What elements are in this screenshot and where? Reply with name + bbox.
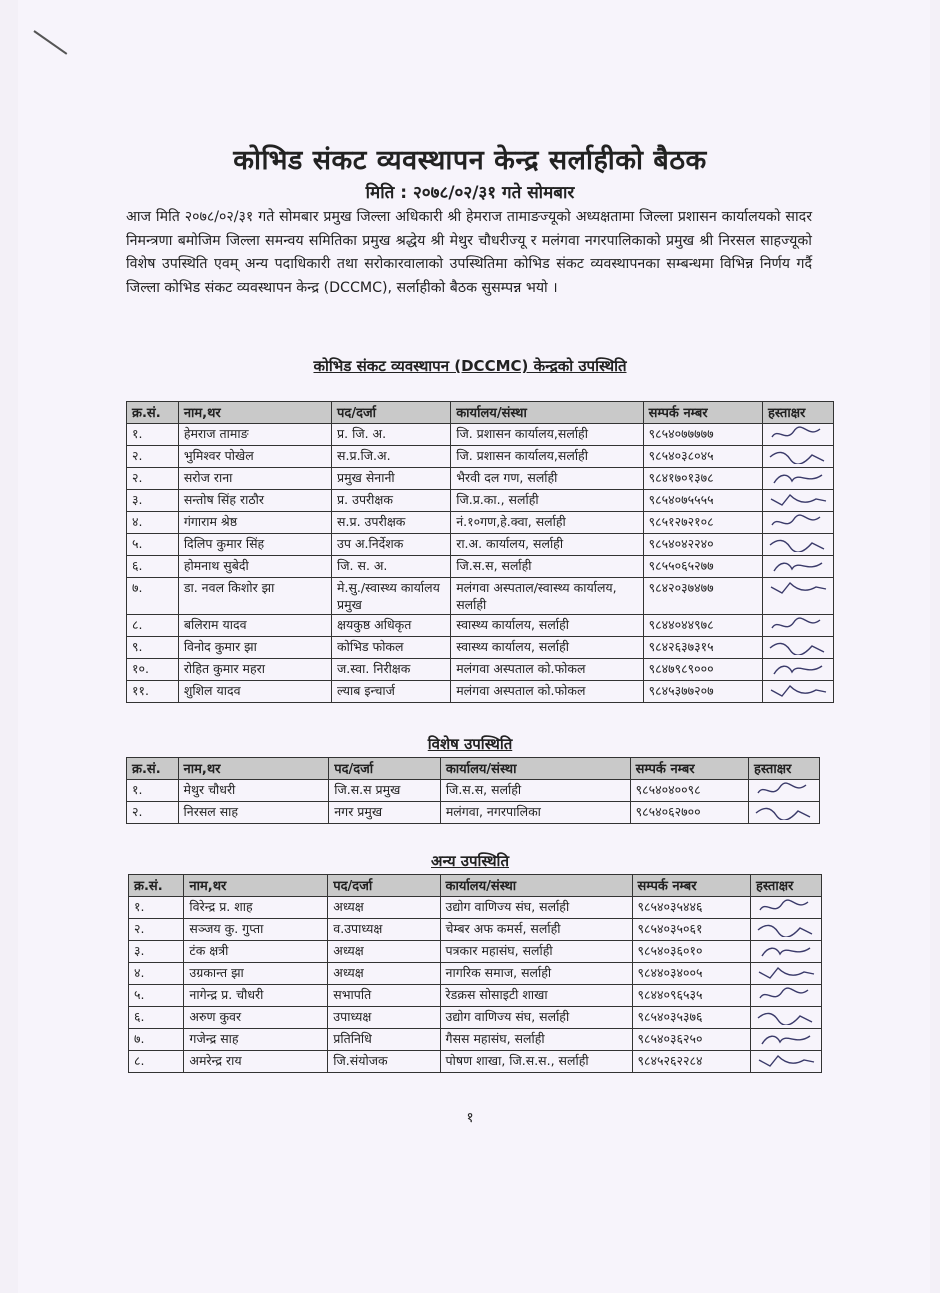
attendance-table-other — [128, 874, 822, 1073]
cell-name: हेमराज तामाङ — [178, 424, 331, 446]
signature-mark — [768, 535, 828, 552]
table-row — [127, 534, 834, 556]
cell-name: शुशिल यादव — [178, 681, 331, 703]
cell-signature — [750, 1007, 821, 1029]
cell-phone: ९८४२६३७३१५ — [643, 637, 762, 659]
signature-mark — [768, 469, 828, 486]
cell-signature — [762, 512, 833, 534]
cell-sn: २. — [127, 446, 179, 468]
signature-mark — [768, 513, 828, 530]
table-row — [127, 424, 834, 446]
cell-phone: ९८५४०३६०१० — [632, 941, 750, 963]
cell-post: प्रतिनिधि — [328, 1029, 440, 1051]
table-header-row — [129, 875, 822, 897]
cell-phone: ९८५१२७२१०८ — [643, 512, 762, 534]
column-header: हस्ताक्षर — [762, 402, 833, 424]
cell-signature — [762, 490, 833, 512]
cell-sn: ६. — [129, 1007, 184, 1029]
column-header: सम्पर्क नम्बर — [643, 402, 762, 424]
column-header: हस्ताक्षर — [750, 875, 821, 897]
cell-office: स्वास्थ्य कार्यालय, सर्लाही — [451, 615, 643, 637]
cell-office: जि. प्रशासन कार्यालय,सर्लाही — [451, 424, 643, 446]
cell-name: अरुण कुवर — [184, 1007, 328, 1029]
table-row — [127, 578, 834, 615]
cell-post: मे.सु./स्वास्थ्य कार्यालय प्रमुख — [332, 578, 451, 615]
cell-signature — [762, 446, 833, 468]
cell-sn: ६. — [127, 556, 179, 578]
signature-mark — [756, 920, 816, 937]
column-header: कार्यालय/संस्था — [451, 402, 643, 424]
cell-post: ल्याब इन्चार्ज — [332, 681, 451, 703]
cell-name: विरेन्द्र प्र. शाह — [184, 897, 328, 919]
table-header-row — [127, 402, 834, 424]
meeting-date: मिति : २०७८/०२/३१ गते सोमबार — [365, 183, 575, 203]
table-row — [127, 468, 834, 490]
signature-mark — [756, 964, 816, 981]
column-header: हस्ताक्षर — [748, 758, 819, 780]
cell-signature — [762, 681, 833, 703]
table-row — [127, 681, 834, 703]
cell-signature — [762, 659, 833, 681]
column-header: क्र.सं. — [127, 758, 179, 780]
table-row — [129, 1007, 822, 1029]
signature-mark — [768, 660, 828, 677]
cell-sn: १. — [127, 780, 179, 802]
column-header: कार्यालय/संस्था — [440, 875, 632, 897]
signature-mark — [768, 638, 828, 655]
cell-sn: ९. — [127, 637, 179, 659]
table-row — [127, 659, 834, 681]
cell-phone: ९८५४०३६२५० — [632, 1029, 750, 1051]
cell-name: अमरेन्द्र राय — [184, 1051, 328, 1073]
table-row — [127, 490, 834, 512]
signature-mark — [756, 898, 816, 915]
column-header: क्र.सं. — [129, 875, 184, 897]
column-header: सम्पर्क नम्बर — [632, 875, 750, 897]
cell-phone: ९८४५३७७२०७ — [643, 681, 762, 703]
signature-mark — [768, 579, 828, 596]
cell-post: जि.संयोजक — [328, 1051, 440, 1073]
table-row — [129, 941, 822, 963]
section-title-special: विशेष उपस्थिति — [427, 735, 513, 753]
cell-sn: ८. — [127, 615, 179, 637]
table-row — [129, 963, 822, 985]
cell-phone: ९८५४०३५४४६ — [632, 897, 750, 919]
cell-name: निरसल साह — [178, 802, 329, 824]
cell-name: नागेन्द्र प्र. चौधरी — [184, 985, 328, 1007]
cell-name: टंक क्षत्री — [184, 941, 328, 963]
cell-office: मलंगवा अस्पताल को.फोकल — [451, 681, 643, 703]
cell-sn: ५. — [129, 985, 184, 1007]
cell-signature — [762, 534, 833, 556]
cell-name: बलिराम यादव — [178, 615, 331, 637]
cell-phone: ९८५४०७७७७७ — [643, 424, 762, 446]
cell-post: नगर प्रमुख — [329, 802, 441, 824]
cell-name: होमनाथ सुबेदी — [178, 556, 331, 578]
column-header: कार्यालय/संस्था — [440, 758, 630, 780]
table-row — [129, 897, 822, 919]
cell-phone: ९८५४०३८०४५ — [643, 446, 762, 468]
cell-office: मलंगवा अस्पताल को.फोकल — [451, 659, 643, 681]
table-row — [127, 512, 834, 534]
cell-phone: ९८५४०४००९८ — [630, 780, 748, 802]
cell-office: पत्रकार महासंघ, सर्लाही — [440, 941, 632, 963]
signature-mark — [754, 803, 814, 820]
section-title-other: अन्य उपस्थिति — [431, 852, 509, 870]
cell-post: व.उपाध्यक्ष — [328, 919, 440, 941]
cell-post: प्र. जि. अ. — [332, 424, 451, 446]
cell-post: प्रमुख सेनानी — [332, 468, 451, 490]
cell-sn: ४. — [129, 963, 184, 985]
cell-office: स्वास्थ्य कार्यालय, सर्लाही — [451, 637, 643, 659]
cell-office: भैरवी दल गण, सर्लाही — [451, 468, 643, 490]
cell-sn: ७. — [127, 578, 179, 615]
cell-signature — [762, 468, 833, 490]
cell-name: सन्तोष सिंह राठौर — [178, 490, 331, 512]
cell-office: गैसस महासंघ, सर्लाही — [440, 1029, 632, 1051]
column-header: पद/दर्जा — [329, 758, 441, 780]
cell-name: विनोद कुमार झा — [178, 637, 331, 659]
cell-signature — [762, 556, 833, 578]
signature-mark — [768, 425, 828, 442]
cell-phone: ९८४४०४४९७८ — [643, 615, 762, 637]
signature-mark — [756, 1030, 816, 1047]
cell-office: जि.स.स, सर्लाही — [440, 780, 630, 802]
signature-mark — [756, 1008, 816, 1025]
cell-phone: ९८५४०३५०६१ — [632, 919, 750, 941]
cell-name: गजेन्द्र साह — [184, 1029, 328, 1051]
cell-office: पोषण शाखा, जि.स.स., सर्लाही — [440, 1051, 632, 1073]
cell-phone: ९८४४०९६५३५ — [632, 985, 750, 1007]
cell-post: जि.स.स प्रमुख — [329, 780, 441, 802]
cell-signature — [762, 578, 833, 615]
cell-post: प्र. उपरीक्षक — [332, 490, 451, 512]
cell-sn: ३. — [129, 941, 184, 963]
column-header: नाम,थर — [178, 758, 329, 780]
cell-sn: ५. — [127, 534, 179, 556]
cell-post: उप अ.निर्देशक — [332, 534, 451, 556]
signature-mark — [754, 781, 814, 798]
cell-signature — [750, 963, 821, 985]
cell-sn: ४. — [127, 512, 179, 534]
cell-sn: ७. — [129, 1029, 184, 1051]
column-header: नाम,थर — [184, 875, 328, 897]
signature-mark — [768, 491, 828, 508]
table-header-row — [127, 758, 820, 780]
table-row — [127, 556, 834, 578]
table-row — [127, 615, 834, 637]
cell-name: उग्रकान्त झा — [184, 963, 328, 985]
cell-signature — [762, 615, 833, 637]
cell-phone: ९८५४०३५३७६ — [632, 1007, 750, 1029]
cell-sn: १. — [129, 897, 184, 919]
signature-mark — [768, 616, 828, 633]
cell-phone: ९८५४०७५५५५ — [643, 490, 762, 512]
cell-post: अध्यक्ष — [328, 941, 440, 963]
cell-name: सरोज राना — [178, 468, 331, 490]
table-row — [127, 780, 820, 802]
cell-post: जि. स. अ. — [332, 556, 451, 578]
document-title: कोभिड संकट व्यवस्थापन केन्द्र सर्लाहीको बैठक — [233, 145, 707, 176]
cell-post: अध्यक्ष — [328, 897, 440, 919]
table-row — [127, 637, 834, 659]
cell-name: सञ्जय कु. गुप्ता — [184, 919, 328, 941]
cell-sn: २. — [127, 468, 179, 490]
cell-phone: ९८५४०६२७०० — [630, 802, 748, 824]
cell-sn: २. — [129, 919, 184, 941]
attendance-table-special — [126, 757, 820, 824]
cell-post: स.प्र. उपरीक्षक — [332, 512, 451, 534]
cell-name: मेथुर चौधरी — [178, 780, 329, 802]
cell-phone: ९८४५२६२२८४ — [632, 1051, 750, 1073]
cell-office: मलंगवा, नगरपालिका — [440, 802, 630, 824]
cell-office: जि. प्रशासन कार्यालय,सर्लाही — [451, 446, 643, 468]
cell-signature — [750, 985, 821, 1007]
cell-phone: ९८४४०३४००५ — [632, 963, 750, 985]
column-header: नाम,थर — [178, 402, 331, 424]
cell-signature — [750, 1029, 821, 1051]
cell-name: गंगाराम श्रेष्ठ — [178, 512, 331, 534]
cell-sn: ८. — [129, 1051, 184, 1073]
cell-sn: ११. — [127, 681, 179, 703]
cell-name: डा. नवल किशोर झा — [178, 578, 331, 615]
table-row — [129, 985, 822, 1007]
cell-office: नागरिक समाज, सर्लाही — [440, 963, 632, 985]
cell-signature — [748, 780, 819, 802]
meeting-summary: आज मिति २०७८/०२/३१ गते सोमबार प्रमुख जिल्ला अधिकारी श्री हेमराज तामाङज्यूको अध्यक्षतामा जिल्ला प्रशासन कार्यालयको सादर निमन्त्रणा बमोजिम जिल्ला समन्वय समितिका प्रमुख श्रद्धेय श्री मेथुर चौधरीज्यू र मलंगवा नगरपालिकाको प्रमुख श्री निरसल साहज्यूको विशेष उपस्थिति एवम् अन्य पदाधिकारी तथा सरोकारवालाको उपस्थितिमा कोभिड संकट व्यवस्थापनका सम्बन्धमा विभिन्न निर्णय गर्दै जिल्ला कोभिड संकट व्यवस्थापन केन्द्र (DCCMC), सर्लाहीको बैठक सुसम्पन्न भयो । — [126, 209, 812, 296]
cell-office: रा.अ. कार्यालय, सर्लाही — [451, 534, 643, 556]
cell-sn: ३. — [127, 490, 179, 512]
column-header: क्र.सं. — [127, 402, 179, 424]
cell-office: नं.१०गण,हे.क्वा, सर्लाही — [451, 512, 643, 534]
cell-post: सभापति — [328, 985, 440, 1007]
cell-signature — [762, 637, 833, 659]
cell-post: उपाध्यक्ष — [328, 1007, 440, 1029]
signature-mark — [756, 942, 816, 959]
table-row — [127, 446, 834, 468]
cell-post: स.प्र.जि.अ. — [332, 446, 451, 468]
cell-phone: ९८४२०३७४७७ — [643, 578, 762, 615]
cell-signature — [748, 802, 819, 824]
signature-mark — [756, 1052, 816, 1069]
cell-post: क्षयकुष्ठ अधिकृत — [332, 615, 451, 637]
cell-office: मलंगवा अस्पताल/स्वास्थ्य कार्यालय, सर्लाही — [451, 578, 643, 615]
section-title-dccmc: कोभिड संकट व्यवस्थापन (DCCMC) केन्द्रको उपस्थिति — [313, 357, 627, 375]
cell-signature — [750, 941, 821, 963]
cell-office: उद्योग वाणिज्य संघ, सर्लाही — [440, 897, 632, 919]
page-number: १ — [466, 1110, 474, 1126]
cell-office: जि.प्र.का., सर्लाही — [451, 490, 643, 512]
table-row — [127, 802, 820, 824]
cell-signature — [750, 897, 821, 919]
cell-phone: ९८४७९८९००० — [643, 659, 762, 681]
cell-sn: १. — [127, 424, 179, 446]
cell-signature — [750, 919, 821, 941]
cell-phone: ९८४१७०१३७८ — [643, 468, 762, 490]
cell-office: रेडक्रस सोसाइटी शाखा — [440, 985, 632, 1007]
signature-mark — [768, 557, 828, 574]
column-header: पद/दर्जा — [332, 402, 451, 424]
signature-mark — [756, 986, 816, 1003]
cell-sn: २. — [127, 802, 179, 824]
cell-office: जि.स.स, सर्लाही — [451, 556, 643, 578]
cell-phone: ९८५५०६५२७७ — [643, 556, 762, 578]
table-row — [129, 1029, 822, 1051]
cell-office: उद्योग वाणिज्य संघ, सर्लाही — [440, 1007, 632, 1029]
cell-post: कोभिड फोकल — [332, 637, 451, 659]
table-row — [129, 919, 822, 941]
cell-post: अध्यक्ष — [328, 963, 440, 985]
signature-mark — [768, 447, 828, 464]
column-header: पद/दर्जा — [328, 875, 440, 897]
signature-mark — [768, 682, 828, 699]
attendance-table-dccmc — [126, 401, 834, 703]
column-header: सम्पर्क नम्बर — [630, 758, 748, 780]
cell-signature — [750, 1051, 821, 1073]
cell-office: चेम्बर अफ कमर्स, सर्लाही — [440, 919, 632, 941]
cell-sn: १०. — [127, 659, 179, 681]
cell-name: रोहित कुमार महरा — [178, 659, 331, 681]
table-row — [129, 1051, 822, 1073]
cell-name: दिलिप कुमार सिंह — [178, 534, 331, 556]
cell-signature — [762, 424, 833, 446]
cell-phone: ९८५४०४२२४० — [643, 534, 762, 556]
cell-post: ज.स्वा. निरीक्षक — [332, 659, 451, 681]
cell-name: भुमिश्वर पोखेल — [178, 446, 331, 468]
